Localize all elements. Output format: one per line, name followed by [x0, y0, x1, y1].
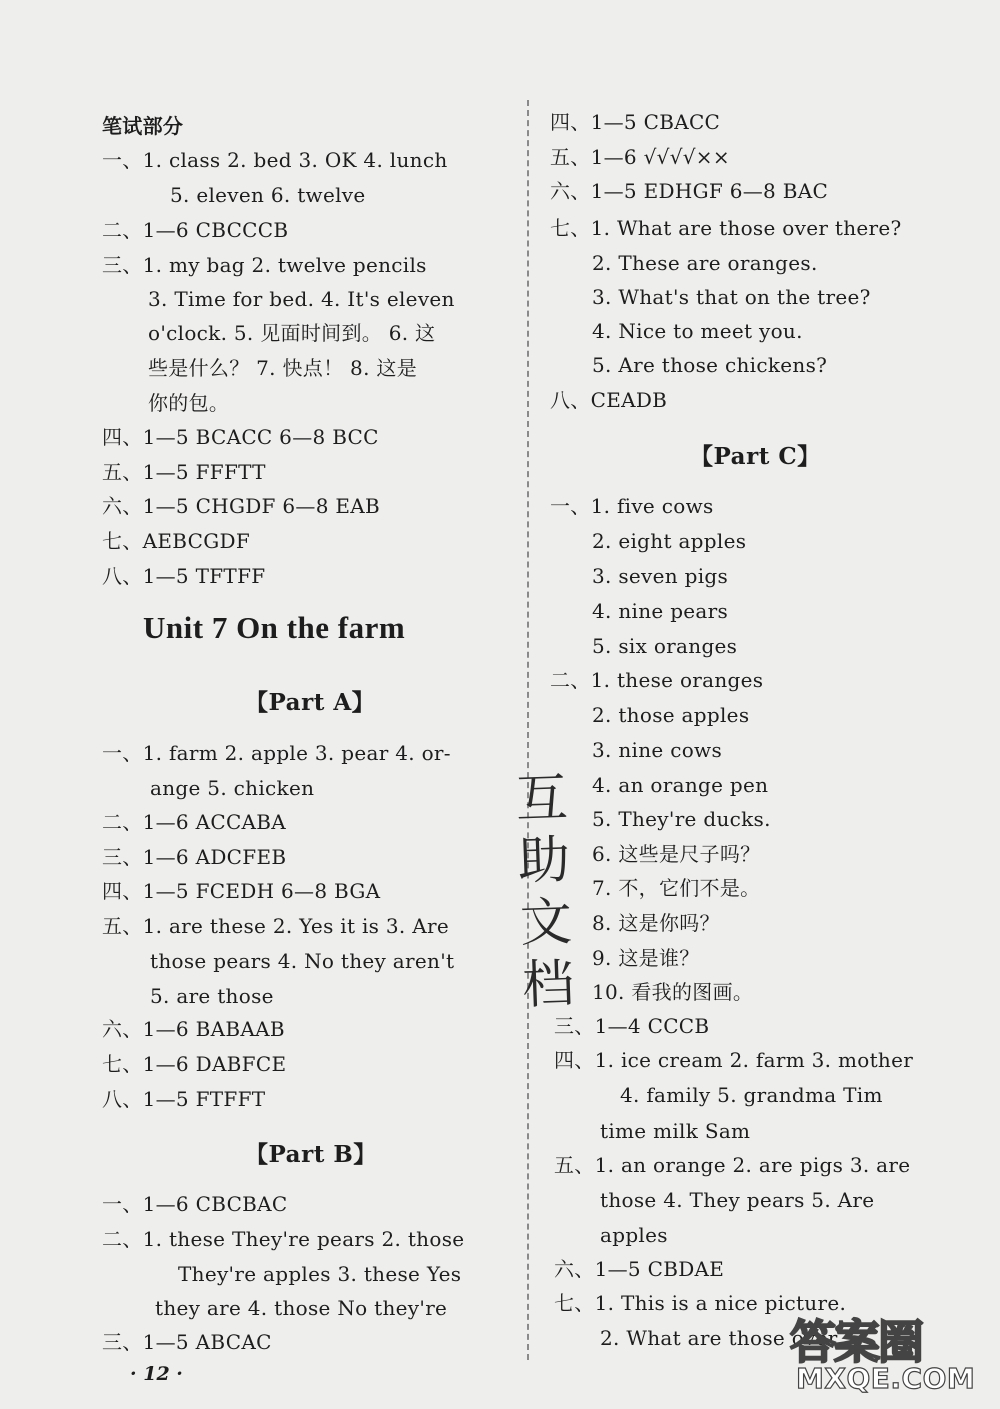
answer-line: 你的包。 [148, 391, 230, 415]
answer-line: 5. They're ducks. [592, 807, 771, 831]
answer-line: those pears 4. No they aren't [150, 949, 455, 973]
section-heading: 笔试部分 [102, 114, 184, 138]
answer-line: o'clock. 5. 见面时间到。 6. 这 [148, 321, 436, 345]
answer-line: time milk Sam [600, 1119, 751, 1143]
answer-line: 二、1. these oranges [550, 668, 764, 692]
answer-line: 四、1—5 BCACC 6—8 BCC [102, 425, 379, 449]
watermark-url: MXQE.COM [796, 1362, 976, 1395]
answer-line: 六、1—5 CBDAE [554, 1257, 725, 1281]
answer-line: 些是什么？ 7. 快点！ 8. 这是 [148, 356, 417, 380]
answer-line: 二、1—6 CBCCCB [102, 218, 289, 242]
answer-line: 6. 这些是尺子吗？ [592, 842, 761, 866]
answer-line: 七、AEBCGDF [102, 529, 251, 553]
part-b-title: 【Part B】 [245, 1141, 377, 1168]
answer-line: 六、1—5 CHGDF 6—8 EAB [102, 494, 381, 518]
answer-line: 八、1—5 TFTFF [102, 564, 266, 588]
answer-line: 10. 看我的图画。 [592, 980, 754, 1004]
answer-line: 4. nine pears [592, 599, 729, 623]
answer-line: 二、1—6 ACCABA [102, 810, 287, 834]
answer-line: They're apples 3. these Yes [178, 1262, 462, 1286]
answer-line: 5. eleven 6. twelve [170, 183, 366, 207]
answer-line: 七、1. What are those over there? [550, 216, 902, 240]
unit-title: Unit 7 On the farm [143, 610, 406, 645]
answer-line: 八、1—5 FTFFT [102, 1087, 266, 1111]
part-c-title: 【Part C】 [690, 443, 821, 470]
answer-line: 五、1. are these 2. Yes it is 3. Are [102, 914, 449, 938]
answer-line: 四、1. ice cream 2. farm 3. mother [554, 1048, 914, 1072]
answer-line: 5. Are those chickens? [592, 353, 828, 377]
answer-line: 六、1—6 BABAAB [102, 1017, 285, 1041]
answer-line: 三、1—5 ABCAC [102, 1330, 272, 1354]
answer-line: 5. six oranges [592, 634, 738, 658]
answer-line: 三、1—6 ADCFEB [102, 845, 287, 869]
answer-line: they are 4. those No they're [155, 1296, 448, 1320]
answer-line: 2. What are those over [600, 1326, 838, 1350]
answer-line: 4. Nice to meet you. [592, 319, 803, 343]
answer-line: 三、1—4 CCCB [554, 1014, 710, 1038]
answer-line: 5. are those [150, 984, 274, 1008]
answer-line: 4. an orange pen [592, 773, 769, 797]
part-a-title: 【Part A】 [245, 689, 376, 716]
answer-line: 2. those apples [592, 703, 750, 727]
answer-line: 五、1—5 FFFTT [102, 460, 266, 484]
answer-line: 三、1. my bag 2. twelve pencils [102, 253, 427, 277]
answer-line: 8. 这是你吗？ [592, 911, 720, 935]
answer-line: 一、1. class 2. bed 3. OK 4. lunch [102, 148, 448, 172]
answer-line: ange 5. chicken [150, 776, 315, 800]
handwritten-note: 互 助 文 档 [514, 768, 576, 1016]
answer-line: 3. nine cows [592, 738, 723, 762]
answer-line: 2. These are oranges. [592, 251, 818, 275]
answer-line: 七、1. This is a nice picture. [554, 1291, 847, 1315]
answer-line: 7. 不，它们不是。 [592, 876, 761, 900]
answer-line: 五、1. an orange 2. are pigs 3. are [554, 1153, 911, 1177]
answer-line: 四、1—5 CBACC [550, 110, 721, 134]
watermark-logo [790, 1306, 1000, 1409]
column-divider [527, 100, 529, 1360]
answer-line: 4. family 5. grandma Tim [620, 1083, 883, 1107]
answer-line: 六、1—5 EDHGF 6—8 BAC [550, 179, 829, 203]
answer-line: 二、1. these They're pears 2. those [102, 1227, 465, 1251]
answer-line: 一、1. five cows [550, 494, 714, 518]
answer-line: apples [600, 1223, 668, 1247]
answer-line: 3. What's that on the tree? [592, 285, 871, 309]
answer-line: 八、CEADB [550, 388, 668, 412]
watermark-text: 答案圈 [790, 1315, 922, 1369]
answer-line: 9. 这是谁？ [592, 946, 700, 970]
answer-line: 2. eight apples [592, 529, 747, 553]
answer-line: 3. seven pigs [592, 564, 729, 588]
answer-line: 一、1. farm 2. apple 3. pear 4. or- [102, 741, 451, 765]
answer-line: 七、1—6 DABFCE [102, 1052, 287, 1076]
answer-line: 四、1—5 FCEDH 6—8 BGA [102, 879, 381, 903]
page-number: · 12 · [130, 1363, 183, 1385]
answer-line: 五、1—6 √√√√×× [550, 145, 730, 169]
answer-line: 3. Time for bed. 4. It's eleven [148, 287, 455, 311]
answer-line: those 4. They pears 5. Are [600, 1188, 875, 1212]
answer-line: 一、1—6 CBCBAC [102, 1192, 288, 1216]
